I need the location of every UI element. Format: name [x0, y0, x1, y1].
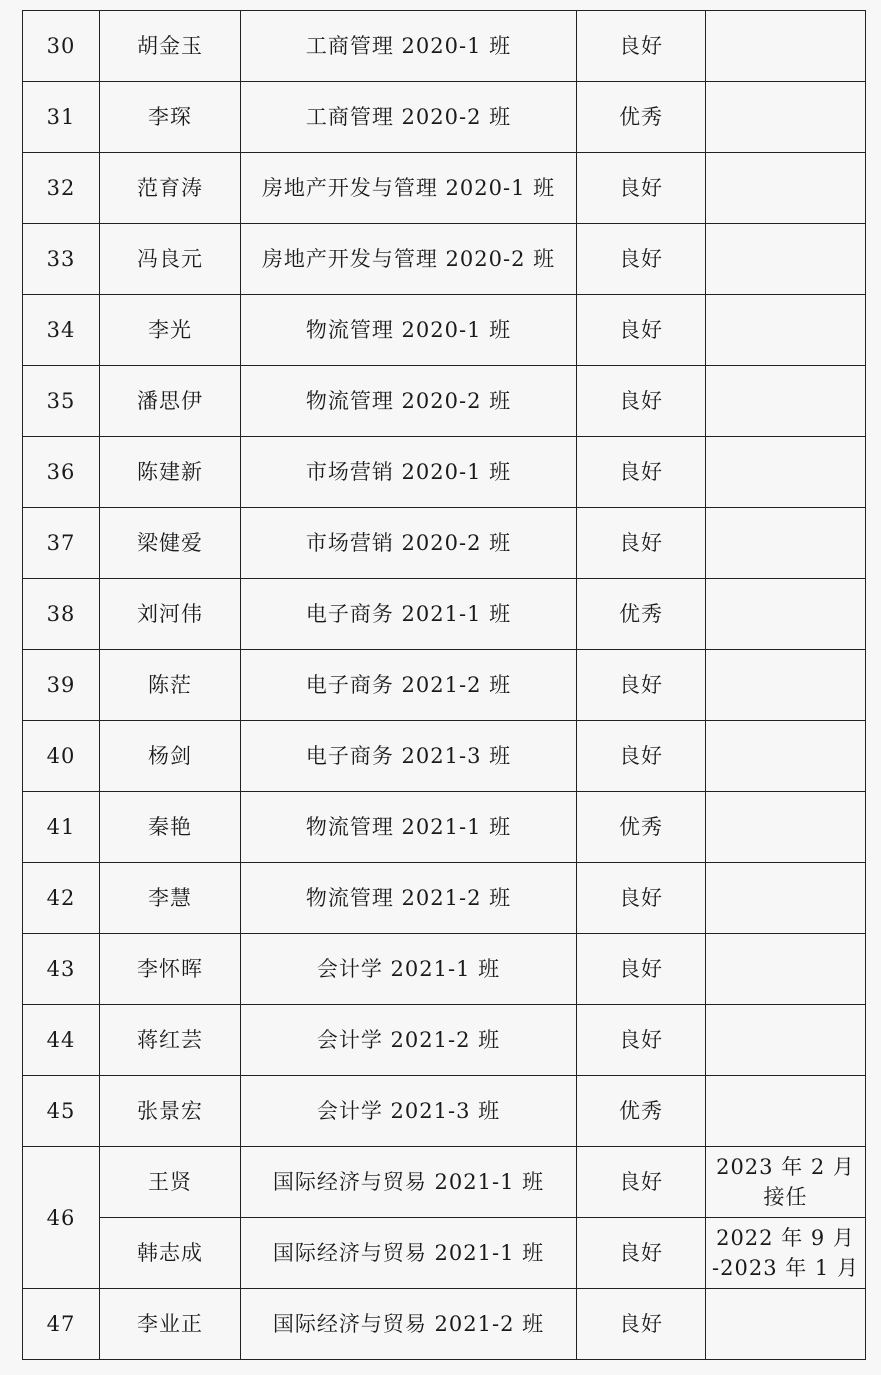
- table-row: [23, 579, 866, 650]
- teacher-name: 范育涛: [100, 153, 241, 224]
- rating: 良好: [577, 508, 706, 579]
- teacher-name: 李怀晖: [100, 934, 241, 1005]
- rating: 优秀: [577, 579, 706, 650]
- note-line: 接任: [763, 1185, 808, 1209]
- rating: 良好: [577, 1005, 706, 1076]
- table-row: [23, 1289, 866, 1360]
- class-name: 国际经济与贸易 2021-2 班: [241, 1289, 577, 1360]
- teacher-name: 李光: [100, 295, 241, 366]
- teacher-name: 秦艳: [100, 792, 241, 863]
- row-number: 34: [23, 295, 100, 366]
- row-number: 37: [23, 508, 100, 579]
- rating: 良好: [577, 650, 706, 721]
- rating: 良好: [577, 366, 706, 437]
- table-row: [23, 1218, 866, 1289]
- teacher-name: 胡金玉: [100, 11, 241, 82]
- teacher-name: 杨剑: [100, 721, 241, 792]
- teacher-name: 李慧: [100, 863, 241, 934]
- row-number: 35: [23, 366, 100, 437]
- rating: 优秀: [577, 1076, 706, 1147]
- table-row: [23, 650, 866, 721]
- note: [706, 579, 866, 650]
- note: [706, 1289, 866, 1360]
- note: [706, 1147, 866, 1218]
- note: [706, 11, 866, 82]
- class-name: 国际经济与贸易 2021-1 班: [241, 1218, 577, 1289]
- table-row: [23, 153, 866, 224]
- row-number: 32: [23, 153, 100, 224]
- row-number: 44: [23, 1005, 100, 1076]
- note-line: -2023 年 1 月: [712, 1256, 859, 1280]
- table-row: [23, 863, 866, 934]
- class-name: 会计学 2021-2 班: [241, 1005, 577, 1076]
- row-number: 47: [23, 1289, 100, 1360]
- teacher-name: 张景宏: [100, 1076, 241, 1147]
- teacher-name: 李业正: [100, 1289, 241, 1360]
- note: [706, 82, 866, 153]
- row-number: 31: [23, 82, 100, 153]
- note: [706, 508, 866, 579]
- rating: 良好: [577, 721, 706, 792]
- rating: 良好: [577, 934, 706, 1005]
- note: [706, 792, 866, 863]
- note: [706, 721, 866, 792]
- teacher-name: 潘思伊: [100, 366, 241, 437]
- class-name: 会计学 2021-1 班: [241, 934, 577, 1005]
- row-number: 30: [23, 11, 100, 82]
- row-number: 43: [23, 934, 100, 1005]
- teacher-name: 李琛: [100, 82, 241, 153]
- rating: 良好: [577, 295, 706, 366]
- row-number: 39: [23, 650, 100, 721]
- teacher-name: 蒋红芸: [100, 1005, 241, 1076]
- row-number: 40: [23, 721, 100, 792]
- class-name: 市场营销 2020-2 班: [241, 508, 577, 579]
- class-name: 房地产开发与管理 2020-2 班: [241, 224, 577, 295]
- note: [706, 1005, 866, 1076]
- rating: 良好: [577, 153, 706, 224]
- rating: 良好: [577, 224, 706, 295]
- teacher-name: 韩志成: [100, 1218, 241, 1289]
- class-name: 电子商务 2021-1 班: [241, 579, 577, 650]
- rating: 良好: [577, 863, 706, 934]
- teacher-name: 刘河伟: [100, 579, 241, 650]
- row-number: 33: [23, 224, 100, 295]
- note: [706, 934, 866, 1005]
- class-name: 工商管理 2020-2 班: [241, 82, 577, 153]
- table-row: [23, 82, 866, 153]
- roster-table: [22, 10, 866, 1360]
- table-row: [23, 437, 866, 508]
- class-name: 市场营销 2020-1 班: [241, 437, 577, 508]
- class-name: 物流管理 2020-2 班: [241, 366, 577, 437]
- class-name: 工商管理 2020-1 班: [241, 11, 577, 82]
- class-name: 电子商务 2021-2 班: [241, 650, 577, 721]
- row-number: 45: [23, 1076, 100, 1147]
- note-line: 2023 年 2 月: [716, 1155, 855, 1179]
- note: [706, 224, 866, 295]
- teacher-name: 冯良元: [100, 224, 241, 295]
- note: [706, 1218, 866, 1289]
- table-row: [23, 792, 866, 863]
- rating: 良好: [577, 1289, 706, 1360]
- note: [706, 1076, 866, 1147]
- rating: 良好: [577, 11, 706, 82]
- class-name: 房地产开发与管理 2020-1 班: [241, 153, 577, 224]
- rating: 优秀: [577, 792, 706, 863]
- class-name: 物流管理 2021-2 班: [241, 863, 577, 934]
- table-row: [23, 1076, 866, 1147]
- table-row: [23, 721, 866, 792]
- note: [706, 366, 866, 437]
- rating: 良好: [577, 1147, 706, 1218]
- teacher-name: 王贤: [100, 1147, 241, 1218]
- class-name: 物流管理 2021-1 班: [241, 792, 577, 863]
- table-row: [23, 1005, 866, 1076]
- class-name: 国际经济与贸易 2021-1 班: [241, 1147, 577, 1218]
- row-number: 42: [23, 863, 100, 934]
- note: [706, 437, 866, 508]
- table-row: [23, 366, 866, 437]
- teacher-name: 梁健爱: [100, 508, 241, 579]
- table-row: [23, 224, 866, 295]
- note: [706, 863, 866, 934]
- row-number: 36: [23, 437, 100, 508]
- teacher-name: 陈茫: [100, 650, 241, 721]
- class-name: 电子商务 2021-3 班: [241, 721, 577, 792]
- class-name: 会计学 2021-3 班: [241, 1076, 577, 1147]
- note-line: 2022 年 9 月: [716, 1226, 855, 1250]
- note: [706, 295, 866, 366]
- class-name: 物流管理 2020-1 班: [241, 295, 577, 366]
- teacher-name: 陈建新: [100, 437, 241, 508]
- note: [706, 153, 866, 224]
- table-row: [23, 11, 866, 82]
- table-row: [23, 1147, 866, 1218]
- note: [706, 650, 866, 721]
- table-row: [23, 295, 866, 366]
- row-number: 41: [23, 792, 100, 863]
- rating: 良好: [577, 1218, 706, 1289]
- row-number: 38: [23, 579, 100, 650]
- table-row: [23, 934, 866, 1005]
- rating: 良好: [577, 437, 706, 508]
- row-number: 46: [23, 1147, 100, 1289]
- table-row: [23, 508, 866, 579]
- rating: 优秀: [577, 82, 706, 153]
